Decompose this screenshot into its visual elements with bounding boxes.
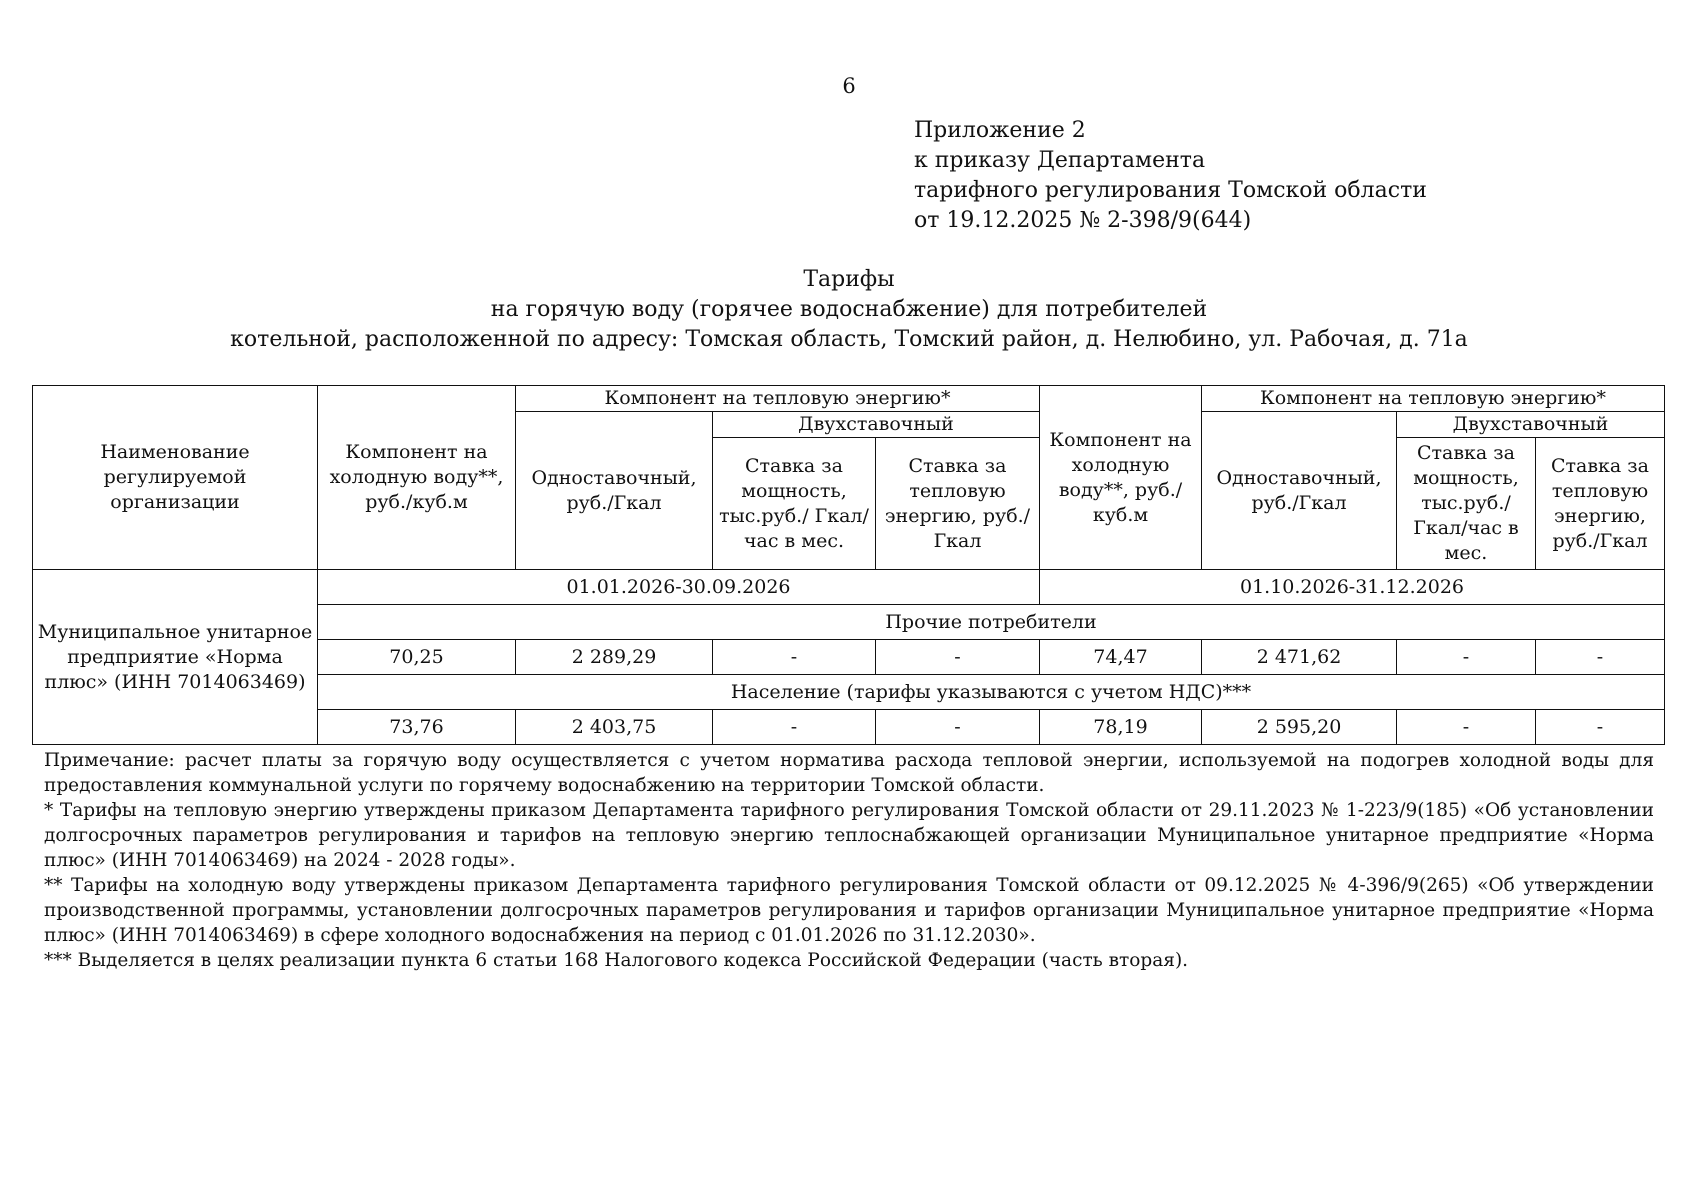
document-title — [0, 265, 1698, 355]
title-line-1: Тарифы — [803, 267, 895, 292]
organization-cell: Муниципальное унитарное предприятие «Норма плюс» (ИНН 7014063469) — [33, 570, 318, 745]
header-energy-rate-1: Ставка за тепловую энергию, руб./Гкал — [876, 438, 1040, 570]
appendix-line-3: тарифного регулирования Томской области — [914, 178, 1427, 203]
cell-population-energy-rate-1: - — [876, 710, 1040, 745]
group-other-consumers: Прочие потребители — [318, 605, 1665, 640]
group-population: Население (тарифы указываются с учетом НДС)*** — [318, 675, 1665, 710]
cell-population-single-rate-1: 2 403,75 — [516, 710, 713, 745]
period-1: 01.01.2026-30.09.2026 — [318, 570, 1040, 605]
cell-other-cold-water-2: 74,47 — [1040, 640, 1202, 675]
header-power-rate-2: Ставка за мощность, тыс.руб./ Гкал/час в мес. — [1397, 438, 1536, 570]
cell-other-single-rate-2: 2 471,62 — [1202, 640, 1397, 675]
header-two-rate-2: Двухставочный — [1397, 412, 1665, 438]
page-number: 6 — [842, 74, 856, 98]
cell-population-single-rate-2: 2 595,20 — [1202, 710, 1397, 745]
notes-block — [44, 748, 1654, 973]
title-line-2: на горячую воду (горячее водоснабжение) для потребителей — [490, 297, 1208, 322]
header-power-rate-1: Ставка за мощность, тыс.руб./ Гкал/час в мес. — [713, 438, 876, 570]
footnote-1: * Тарифы на тепловую энергию утверждены приказом Департамента тарифного регулирования Томской области от 29.11.2023 № 1-223/9(185) «Об установлении долгосрочных параметров регулирования и тарифов на тепловую энергию теплоснабжающей организации Муниципальное унитарное предприятие «Норма плюс» (ИНН 7014063469) на 2024 - 2028 годы». — [44, 800, 1654, 871]
title-line-3: котельной, расположенной по адресу: Томская область, Томский район, д. Нелюбино, ул. Рабочая, д. 71а — [230, 327, 1468, 352]
period-2: 01.10.2026-31.12.2026 — [1040, 570, 1665, 605]
appendix-line-2: к приказу Департамента — [914, 148, 1206, 173]
cell-population-cold-water-1: 73,76 — [318, 710, 516, 745]
header-heat-component-2: Компонент на тепловую энергию* — [1202, 386, 1665, 412]
header-energy-rate-2: Ставка за тепловую энергию, руб./Гкал — [1536, 438, 1665, 570]
cell-population-cold-water-2: 78,19 — [1040, 710, 1202, 745]
header-two-rate-1: Двухставочный — [713, 412, 1040, 438]
header-org-name: Наименование регулируемой организации — [33, 386, 318, 570]
appendix-line-1: Приложение 2 — [914, 118, 1086, 143]
cell-other-cold-water-1: 70,25 — [318, 640, 516, 675]
cell-other-power-rate-2: - — [1397, 640, 1536, 675]
cell-other-power-rate-1: - — [713, 640, 876, 675]
header-single-rate-2: Одноставочный, руб./Гкал — [1202, 412, 1397, 570]
header-cold-water-2: Компонент на холодную воду**, руб./куб.м — [1040, 386, 1202, 570]
cell-other-energy-rate-1: - — [876, 640, 1040, 675]
cell-population-power-rate-1: - — [713, 710, 876, 745]
header-heat-component-1: Компонент на тепловую энергию* — [516, 386, 1040, 412]
appendix-line-4: от 19.12.2025 № 2-398/9(644) — [914, 208, 1252, 233]
header-single-rate-1: Одноставочный, руб./Гкал — [516, 412, 713, 570]
cell-population-energy-rate-2: - — [1536, 710, 1665, 745]
appendix-block — [914, 116, 1427, 236]
tariff-table — [32, 385, 1665, 745]
cell-population-power-rate-2: - — [1397, 710, 1536, 745]
footnote-2: ** Тарифы на холодную воду утверждены приказом Департамента тарифного регулирования Томской области от 09.12.2025 № 4-396/9(265) «Об утверждении производственной программы, установлении долгосрочных параметров регулирования и тарифов организации Муниципальное унитарное предприятие «Норма плюс» (ИНН 7014063469) в сфере холодного водоснабжения на период с 01.01.2026 по 31.12.2030». — [44, 875, 1654, 946]
header-cold-water-1: Компонент на холодную воду**, руб./куб.м — [318, 386, 516, 570]
footnote-3: *** Выделяется в целях реализации пункта 6 статьи 168 Налогового кодекса Российской Федерации (часть вторая). — [44, 950, 1189, 971]
cell-other-energy-rate-2: - — [1536, 640, 1665, 675]
cell-other-single-rate-1: 2 289,29 — [516, 640, 713, 675]
note-paragraph: Примечание: расчет платы за горячую воду осуществляется с учетом норматива расхода тепловой энергии, используемой на подогрев холодной воды для предоставления коммунальной услуги по горячему водоснабжению на территории Томской области. — [44, 750, 1654, 796]
